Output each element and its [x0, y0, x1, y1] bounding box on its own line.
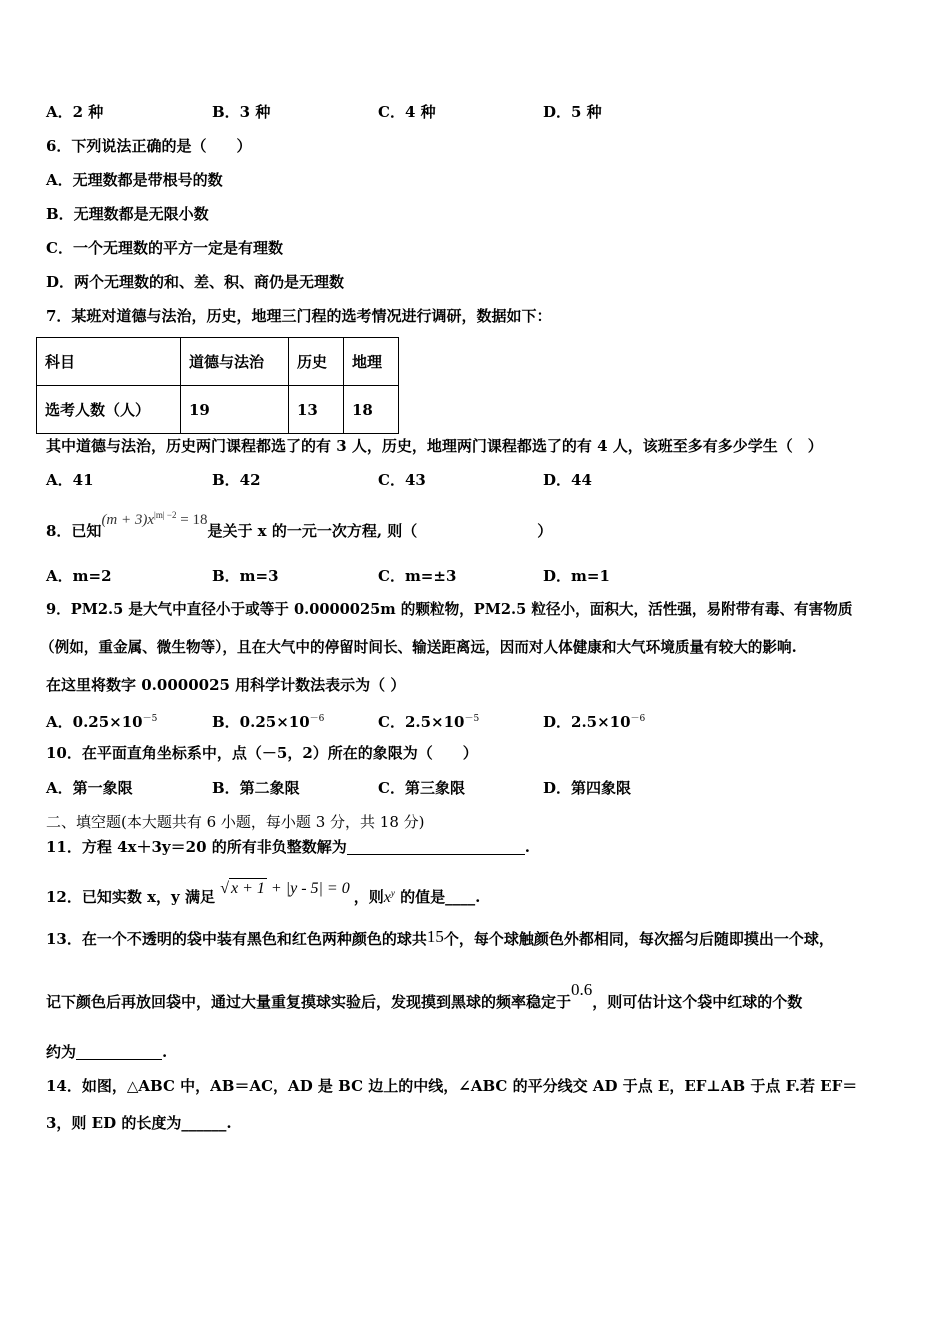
q5-option-d: D．5 种	[543, 103, 602, 121]
sqrt-icon: √	[220, 880, 229, 897]
q10-option-c: C．第三象限	[378, 779, 465, 797]
q9-option-c	[378, 709, 479, 732]
q13-line2	[46, 980, 803, 1012]
q6-stem: 6．下列说法正确的是（ ）	[46, 137, 252, 155]
q12-sqrt-body: x + 1	[231, 880, 265, 897]
q8-option-b: B．m=3	[212, 567, 279, 585]
q7-table-header-row	[37, 338, 399, 386]
q7-header-geography: 地理	[344, 338, 399, 386]
q7-stem: 7．某班对道德与法治，历史，地理三门程的选考情况进行调研，数据如下：	[46, 307, 552, 325]
q5-option-b: B．3 种	[212, 103, 271, 121]
q5-option-a: A．2 种	[46, 103, 104, 121]
q8-option-d: D．m=1	[543, 567, 610, 585]
q6-option-c: C．一个无理数的平方一定是有理数	[46, 239, 283, 257]
q9-option-d-base: D．2.5×10	[543, 713, 631, 731]
q11-prefix: 11．方程 4x＋3y＝20 的所有非负整数解为	[46, 838, 347, 856]
q7-table-data-row	[37, 386, 399, 434]
q8-option-a: A．m=2	[46, 567, 112, 585]
q9-option-d-exp: －6	[630, 714, 646, 724]
q9-option-a-exp: －5	[142, 714, 158, 724]
q7-followup: 其中道德与法治，历史两门课程都选了的有 3 人，历史，地理两门课程都选了的有 4 人，该班至多有多少学生（ ）	[46, 437, 823, 455]
q13-line2-b: ，则可估计这个袋中红球的个数	[592, 993, 803, 1011]
q11	[46, 837, 530, 857]
q13-line2-a: 记下颜色后再放回袋中，通过大量重复摸球实验后，发现摸到黑球的频率稳定于	[46, 993, 572, 1011]
q7-option-d: D．44	[543, 471, 592, 489]
q12-then: ，则	[353, 888, 384, 906]
q9-option-a	[46, 709, 157, 732]
q9-option-b-exp: －6	[309, 714, 325, 724]
q8-stem	[46, 510, 553, 542]
q8-option-c: C．m=±3	[378, 567, 457, 585]
q14-line1: 14．如图，△ABC 中，AB＝AC，AD 是 BC 边上的中线，∠ABC 的平分线交 AD 于点 E，EF⊥AB 于点 F.若 EF＝	[46, 1077, 858, 1095]
q13-line3-end: .	[162, 1043, 168, 1061]
q12-prefix: 12．已知实数 x，y 满足	[46, 888, 215, 906]
q9-line3: 在这里将数字 0.0000025 用科学计数法表示为（ ）	[46, 676, 406, 694]
q7-header-history: 历史	[289, 338, 344, 386]
q13-number-15: 15	[426, 927, 444, 946]
q6-option-b: B．无理数都是无限小数	[46, 205, 209, 223]
q8-formula	[101, 512, 207, 528]
q10-stem: 10．在平面直角坐标系中，点（－5，2）所在的象限为（ ）	[46, 744, 478, 762]
q13-number-06: 0.6	[571, 980, 593, 999]
section2-heading: 二、填空题(本大题共有 6 小题，每小题 3 分，共 18 分)	[46, 813, 425, 831]
q8-prefix: 8．已知	[46, 522, 102, 540]
q9-option-c-exp: －5	[464, 714, 480, 724]
q12-formula	[220, 880, 354, 897]
q8-formula-rhs: = 18	[180, 512, 208, 528]
q9-option-b	[212, 709, 324, 732]
q11-suffix: .	[524, 838, 530, 856]
q10-option-d: D．第四象限	[543, 779, 632, 797]
q12-suffix: 的值是____.	[400, 888, 481, 906]
q13-line1-b: 个，每个球触颜色外都相同，每次摇匀后随即摸出一个球，	[443, 930, 834, 948]
q12-power	[384, 889, 395, 906]
q13-answer-blank	[76, 1045, 162, 1060]
q7-option-b: B．42	[212, 471, 261, 489]
q12-power-base: x	[383, 889, 391, 906]
q7-cell-ethics: 19	[181, 386, 289, 434]
q9-line1: 9．PM2.5 是大气中直径小于或等于 0.0000025m 的颗粒物，PM2.5 粒径小，面积大，活性强，易附带有毒、有害物质	[46, 601, 853, 618]
q8-formula-base: (m + 3)x	[101, 512, 155, 528]
q9-option-b-base: B．0.25×10	[212, 713, 310, 731]
q7-option-c: C．43	[378, 471, 426, 489]
q13-line1-a: 13．在一个不透明的袋中装有黑色和红色两种颜色的球共	[46, 930, 427, 948]
q7-cell-label: 选考人数（人）	[37, 386, 181, 434]
q9-line2: （例如，重金属、微生物等），且在大气中的停留时间长、输送距离远，因而对人体健康和大气环境质量有较大的影响.	[40, 639, 797, 656]
q7-table	[36, 337, 399, 434]
q10-option-b: B．第二象限	[212, 779, 300, 797]
q7-option-a: A．41	[46, 471, 94, 489]
q9-option-d	[543, 709, 645, 732]
q7-cell-geography: 18	[344, 386, 399, 434]
q7-header-ethics: 道德与法治	[181, 338, 289, 386]
q13-line1	[46, 929, 834, 949]
q12-formula-rest: + |y - 5| = 0	[266, 880, 350, 897]
q6-option-a: A．无理数都是带根号的数	[46, 171, 223, 189]
q8-suffix: 是关于 x 的一元一次方程, 则（ ）	[207, 522, 553, 540]
q6-option-d: D．两个无理数的和、差、积、商仍是无理数	[46, 273, 345, 291]
q12-power-exp: y	[390, 888, 395, 898]
q5-option-c: C．4 种	[378, 103, 436, 121]
q12	[46, 880, 481, 908]
q13-line3	[46, 1042, 167, 1062]
q8-formula-exp: |m| −2	[154, 510, 177, 520]
q7-cell-history: 13	[289, 386, 344, 434]
q11-answer-blank	[347, 840, 525, 855]
q10-option-a: A．第一象限	[46, 779, 133, 797]
q9-option-c-base: C．2.5×10	[378, 713, 465, 731]
q9-option-a-base: A．0.25×10	[46, 713, 143, 731]
q7-header-subject: 科目	[37, 338, 181, 386]
q14-line2: 3，则 ED 的长度为______.	[46, 1114, 232, 1132]
q13-line3-text: 约为	[46, 1043, 77, 1061]
